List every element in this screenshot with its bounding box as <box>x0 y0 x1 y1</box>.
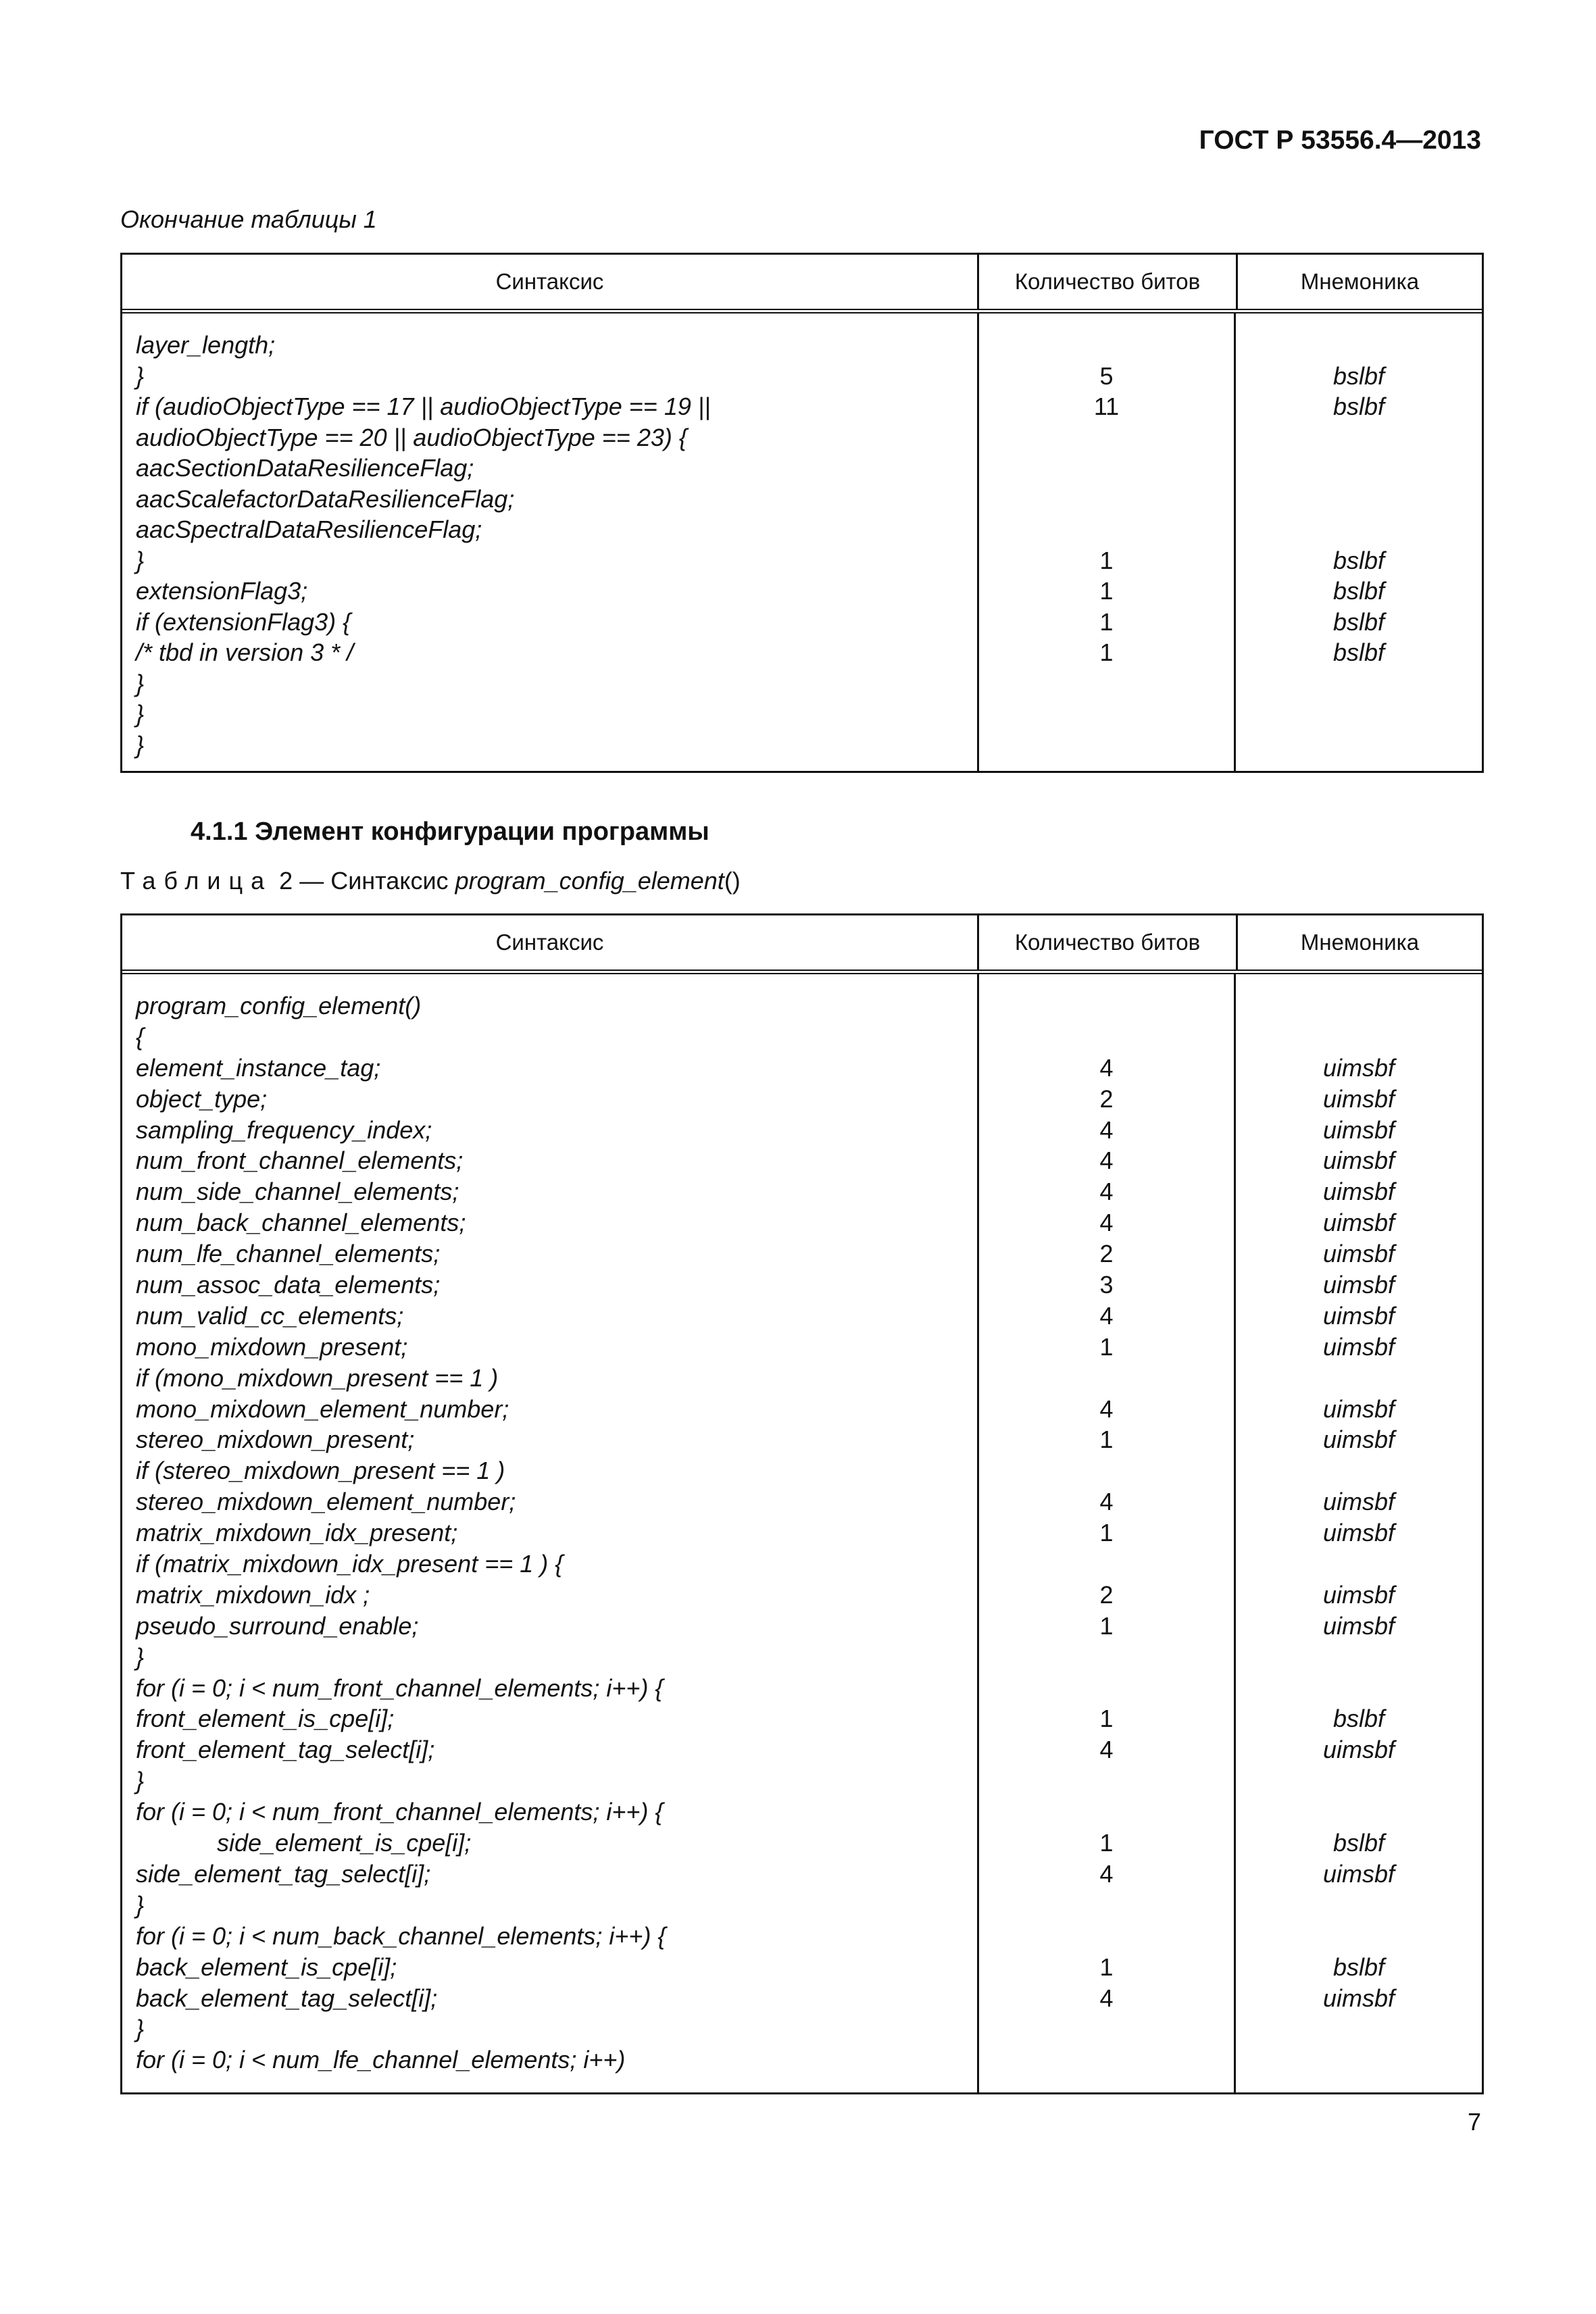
table1-mnemonic-cell <box>1236 422 1482 453</box>
table1-body <box>122 313 1482 771</box>
table2-mnemonic-cell: bslbf <box>1332 1829 1385 1857</box>
table2-mnemonic-cell <box>1236 2044 1482 2076</box>
table1-bits-cell: 1 <box>1099 607 1114 636</box>
table2-syntax-cell: front_element_is_cpe[i]; <box>136 1705 395 1733</box>
table2-bits-cell: 1 <box>1099 1829 1114 1857</box>
table1-syntax-cell: extensionFlag3; <box>136 577 308 605</box>
table1-mnemonic-cell <box>1236 514 1482 545</box>
table2-mnemonic-cell: uimsbf <box>1322 1147 1395 1175</box>
table2-syntax-cell: sampling_frequency_index; <box>136 1115 432 1144</box>
table1-syntax-cell: aacSectionDataResilienceFlag; <box>136 454 474 482</box>
table1-mnemonic-cell <box>1236 453 1482 484</box>
table2-mnemonic-cell <box>1236 2013 1482 2044</box>
table2-bits-cell: 4 <box>1099 1178 1114 1206</box>
table2-bits-cell: 1 <box>1099 1332 1114 1361</box>
table2-bits-cell: 1 <box>1099 1611 1114 1640</box>
table2-syntax-cell: mono_mixdown_present; <box>136 1332 408 1361</box>
table2-caption-suffix: () <box>724 867 741 895</box>
table1-bits-cell <box>979 330 1234 361</box>
table1-bits-cell <box>979 699 1234 730</box>
table2-syntax-cell: matrix_mixdown_idx ; <box>136 1580 370 1609</box>
table2-syntax-cell: num_lfe_channel_elements; <box>136 1240 441 1268</box>
table1-bits-cell: 5 <box>1099 361 1114 390</box>
table2-bits-cell <box>979 1363 1234 1394</box>
table1-syntax-cell: if (extensionFlag3) { <box>136 607 351 636</box>
table2-bits-cell: 4 <box>1099 1115 1114 1144</box>
table2-bits-cell: 1 <box>1099 1705 1114 1733</box>
table2-syntax-cell: matrix_mixdown_idx_present; <box>136 1519 458 1547</box>
table2-bits-cell: 4 <box>1099 1147 1114 1175</box>
table2-bits-cell: 4 <box>1099 1053 1114 1082</box>
table2-mnemonic-cell: uimsbf <box>1322 1611 1395 1640</box>
table2-bits-cell <box>979 1921 1234 1952</box>
table2-bits-cell <box>979 1890 1234 1921</box>
table1-syntax-cell: } <box>136 361 145 390</box>
table1-mnemonic-cell: bslbf <box>1332 393 1385 420</box>
table1-mnemonic-cell <box>1236 730 1482 761</box>
table2-col-bits-header: Количество битов <box>977 915 1236 970</box>
table2-mnemonic-cell <box>1236 1921 1482 1952</box>
table1-mnemonic-cell: bslbf <box>1332 638 1385 666</box>
table2-syntax-column <box>122 974 977 2092</box>
table2-syntax-cell: } <box>136 1767 145 1795</box>
table2-syntax-cell: } <box>136 2015 145 2043</box>
table2-body <box>122 974 1482 2092</box>
table2-mnemonic-cell: uimsbf <box>1322 1394 1395 1423</box>
table2-syntax-cell: if (stereo_mixdown_present == 1 ) <box>136 1457 505 1485</box>
table1-syntax-cell: } <box>136 700 145 728</box>
table1-bits-cell <box>979 514 1234 545</box>
table2-bits-cell: 4 <box>1099 1394 1114 1423</box>
table2-syntax-cell: front_element_tag_select[i]; <box>136 1736 435 1764</box>
table2-bits-cell: 2 <box>1099 1240 1114 1268</box>
standard-id: ГОСТ Р 53556.4—2013 <box>1199 126 1481 155</box>
table2-bits-cell: 4 <box>1099 1859 1114 1888</box>
table1-mnemonic-cell: bslbf <box>1332 546 1385 574</box>
table2-syntax-cell: back_element_tag_select[i]; <box>136 1984 438 2012</box>
table1-mnemonic-cell <box>1236 330 1482 361</box>
table2-mnemonic-column <box>1234 974 1482 2092</box>
table2-mnemonic-cell <box>1236 1022 1482 1053</box>
table2-bits-cell: 4 <box>1099 1488 1114 1516</box>
table2-syntax-cell: num_front_channel_elements; <box>136 1147 464 1175</box>
table1-bits-cell <box>979 422 1234 453</box>
table2-syntax-cell: num_back_channel_elements; <box>136 1209 466 1237</box>
table1-col-bits-header: Количество битов <box>977 255 1236 309</box>
table2-mnemonic-cell <box>1236 1549 1482 1580</box>
table1-bits-cell <box>979 484 1234 515</box>
table1-bits-column <box>977 313 1234 771</box>
table2-mnemonic-cell <box>1236 1642 1482 1673</box>
table2-mnemonic-cell: uimsbf <box>1322 1859 1395 1888</box>
table2-syntax-cell: num_side_channel_elements; <box>136 1178 459 1206</box>
table2-syntax-cell: for (i = 0; i < num_front_channel_elements; i++) { <box>136 1798 664 1826</box>
table1-syntax-cell: /* tbd in version 3 * / <box>136 638 354 666</box>
table2-syntax-cell: program_config_element() <box>136 992 422 1020</box>
table1-caption: Окончание таблицы 1 <box>120 205 377 233</box>
table1-header <box>122 255 1482 313</box>
table2-syntax-cell: for (i = 0; i < num_front_channel_elements; i++) { <box>136 1674 664 1702</box>
table2-syntax-cell: back_element_is_cpe[i]; <box>136 1953 397 1981</box>
table2-mnemonic-cell: uimsbf <box>1322 1736 1395 1764</box>
table2-bits-cell: 1 <box>1099 1519 1114 1547</box>
table1-syntax-cell: } <box>136 730 145 759</box>
table2-syntax-cell: mono_mixdown_element_number; <box>136 1394 509 1423</box>
table2-caption-number: 2 — Синтаксис <box>279 867 449 895</box>
table2-bits-cell: 4 <box>1099 1984 1114 2012</box>
table2-syntax-cell: } <box>136 1890 145 1919</box>
table2-syntax-cell: side_element_tag_select[i]; <box>136 1859 431 1888</box>
table2 <box>120 913 1484 2094</box>
table2-bits-cell <box>979 2013 1234 2044</box>
table2-syntax-cell: stereo_mixdown_element_number; <box>136 1488 516 1516</box>
table2-bits-column <box>977 974 1234 2092</box>
table2-bits-cell: 1 <box>1099 1426 1114 1454</box>
table2-bits-cell: 2 <box>1099 1580 1114 1609</box>
table2-mnemonic-cell: uimsbf <box>1322 1580 1395 1609</box>
table2-syntax-cell: object_type; <box>136 1084 268 1113</box>
table2-mnemonic-cell: uimsbf <box>1322 1240 1395 1268</box>
table1-syntax-column <box>122 313 977 771</box>
table1-bits-cell <box>979 730 1234 761</box>
table2-caption-func: program_config_element <box>455 867 724 895</box>
table1-syntax-cell: } <box>136 546 145 574</box>
table2-syntax-cell: } <box>136 1642 145 1671</box>
table1-syntax-cell: } <box>136 669 145 697</box>
table2-col-mnemonic-header: Мнемоника <box>1236 915 1482 970</box>
table2-mnemonic-cell <box>1236 990 1482 1022</box>
table2-bits-cell <box>979 1642 1234 1673</box>
table1-mnemonic-cell <box>1236 668 1482 699</box>
table2-mnemonic-cell: uimsbf <box>1322 1271 1395 1299</box>
table2-bits-cell <box>979 1765 1234 1796</box>
table2-mnemonic-cell: uimsbf <box>1322 1178 1395 1206</box>
table1-mnemonic-cell <box>1236 484 1482 515</box>
table2-syntax-cell: { <box>136 1022 145 1051</box>
table2-mnemonic-cell <box>1236 1890 1482 1921</box>
table2-mnemonic-cell <box>1236 1363 1482 1394</box>
table1-bits-cell: 1 <box>1099 638 1114 666</box>
table2-bits-cell <box>979 1673 1234 1704</box>
table2-syntax-cell: if (mono_mixdown_present == 1 ) <box>136 1363 499 1392</box>
table2-bits-cell <box>979 990 1234 1022</box>
table2-bits-cell <box>979 1455 1234 1486</box>
table1-syntax-cell: audioObjectType == 20 || audioObjectType == 23) { <box>136 423 687 451</box>
table2-bits-cell <box>979 2044 1234 2076</box>
table2-mnemonic-cell: uimsbf <box>1322 1488 1395 1516</box>
table2-mnemonic-cell <box>1236 1455 1482 1486</box>
page-number: 7 <box>1467 2108 1481 2136</box>
table2-mnemonic-cell: uimsbf <box>1322 1984 1395 2012</box>
table2-mnemonic-cell: uimsbf <box>1322 1301 1395 1330</box>
table2-bits-cell: 4 <box>1099 1209 1114 1237</box>
table2-bits-cell <box>979 1022 1234 1053</box>
table2-mnemonic-cell: uimsbf <box>1322 1209 1395 1237</box>
table2-mnemonic-cell: uimsbf <box>1322 1084 1395 1113</box>
table2-mnemonic-cell: uimsbf <box>1322 1519 1395 1547</box>
table1-syntax-cell: aacScalefactorDataResilienceFlag; <box>136 484 515 513</box>
table1-bits-cell <box>979 453 1234 484</box>
table2-mnemonic-cell: bslbf <box>1332 1705 1385 1733</box>
table1-bits-cell: 11 <box>1093 393 1120 420</box>
section-heading: 4.1.1 Элемент конфигурации программы <box>191 818 709 846</box>
table2-mnemonic-cell: uimsbf <box>1322 1426 1395 1454</box>
table1-bits-cell <box>979 668 1234 699</box>
table2-bits-cell: 3 <box>1099 1271 1114 1299</box>
table1-mnemonic-cell: bslbf <box>1332 607 1385 636</box>
table2-mnemonic-cell: uimsbf <box>1322 1332 1395 1361</box>
table2-bits-cell: 4 <box>1099 1301 1114 1330</box>
table1-col-mnemonic-header: Мнемоника <box>1236 255 1482 309</box>
table1 <box>120 253 1484 773</box>
table2-mnemonic-cell <box>1236 1765 1482 1796</box>
table2-mnemonic-cell <box>1236 1796 1482 1828</box>
table2-syntax-cell: for (i = 0; i < num_lfe_channel_elements; i++) <box>136 2046 626 2074</box>
table2-syntax-cell: stereo_mixdown_present; <box>136 1426 415 1454</box>
table2-bits-cell: 2 <box>1099 1084 1114 1113</box>
table2-caption-prefix: Таблица <box>120 867 273 895</box>
table2-syntax-cell: element_instance_tag; <box>136 1053 381 1082</box>
table2-syntax-cell: side_element_is_cpe[i]; <box>136 1829 472 1857</box>
table2-syntax-cell: pseudo_surround_enable; <box>136 1611 419 1640</box>
table2-mnemonic-cell: uimsbf <box>1322 1053 1395 1082</box>
table1-syntax-cell: aacSpectralDataResilienceFlag; <box>136 515 482 543</box>
table2-bits-cell <box>979 1796 1234 1828</box>
table1-syntax-cell: if (audioObjectType == 17 || audioObjectType == 19 || <box>136 393 711 420</box>
table2-syntax-cell: num_assoc_data_elements; <box>136 1271 441 1299</box>
table1-syntax-cell: layer_length; <box>136 331 276 359</box>
table2-syntax-cell: if (matrix_mixdown_idx_present == 1 ) { <box>136 1550 564 1578</box>
table1-mnemonic-column <box>1234 313 1482 771</box>
table2-bits-cell: 1 <box>1099 1953 1114 1981</box>
table1-mnemonic-cell <box>1236 699 1482 730</box>
table1-col-syntax-header: Синтаксис <box>495 269 604 294</box>
table1-bits-cell: 1 <box>1099 577 1114 605</box>
table1-mnemonic-cell: bslbf <box>1332 577 1385 605</box>
table2-mnemonic-cell <box>1236 1673 1482 1704</box>
table2-header <box>122 915 1482 974</box>
table2-caption <box>120 867 741 895</box>
table1-bits-cell: 1 <box>1099 546 1114 574</box>
table2-col-syntax-header: Синтаксис <box>495 930 604 955</box>
table2-bits-cell: 4 <box>1099 1736 1114 1764</box>
table2-mnemonic-cell: bslbf <box>1332 1953 1385 1981</box>
table1-mnemonic-cell: bslbf <box>1332 361 1385 390</box>
table2-syntax-cell: num_valid_cc_elements; <box>136 1301 404 1330</box>
table2-bits-cell <box>979 1549 1234 1580</box>
table2-mnemonic-cell: uimsbf <box>1322 1115 1395 1144</box>
table2-syntax-cell: for (i = 0; i < num_back_channel_elements; i++) { <box>136 1921 666 1950</box>
